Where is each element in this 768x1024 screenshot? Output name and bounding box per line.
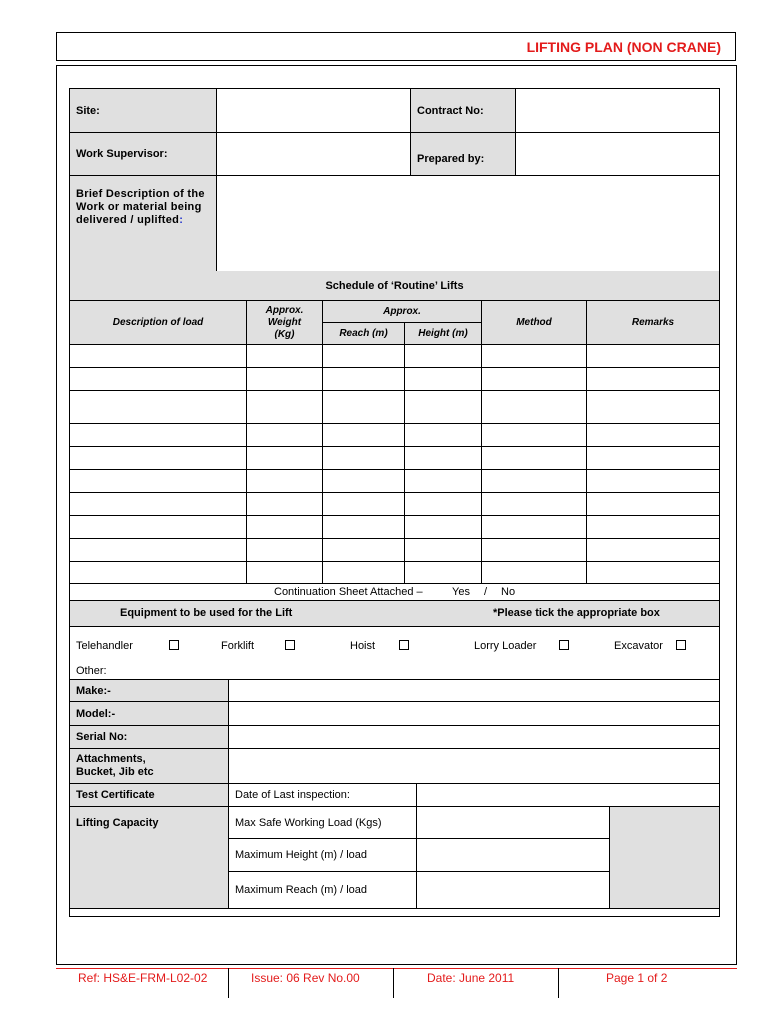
footer-issue: Issue: 06 Rev No.00: [251, 971, 360, 985]
schedule-table: [69, 271, 720, 601]
schedule-cell-height[interactable]: [405, 447, 482, 470]
col-method: Method: [482, 301, 587, 345]
schedule-cell-method[interactable]: [482, 516, 587, 539]
schedule-cell-reach[interactable]: [323, 539, 405, 562]
max-reach-label: Maximum Reach (m) / load: [229, 872, 417, 909]
lifting-capacity-label: Lifting Capacity: [70, 807, 229, 909]
continuation-no[interactable]: No: [501, 586, 516, 598]
forklift-checkbox[interactable]: [285, 640, 295, 650]
make-label: Make:-: [70, 680, 229, 702]
schedule-cell-weight[interactable]: [247, 368, 323, 391]
schedule-cell-reach[interactable]: [323, 470, 405, 493]
footer-page: Page 1 of 2: [606, 971, 668, 985]
equipment-title: Equipment to be used for the Lift: [120, 607, 293, 619]
schedule-cell-reach[interactable]: [323, 368, 405, 391]
schedule-cell-weight[interactable]: [247, 516, 323, 539]
schedule-cell-method[interactable]: [482, 539, 587, 562]
schedule-cell-method[interactable]: [482, 391, 587, 424]
equipment-header-cell: [70, 601, 720, 627]
max-reach-field[interactable]: [417, 872, 610, 909]
schedule-cell-weight[interactable]: [247, 345, 323, 368]
schedule-cell-height[interactable]: [405, 539, 482, 562]
schedule-cell-remarks[interactable]: [587, 562, 720, 584]
excavator-checkbox[interactable]: [676, 640, 686, 650]
schedule-cell-remarks[interactable]: [587, 391, 720, 424]
schedule-cell-description[interactable]: [70, 493, 247, 516]
schedule-cell-description[interactable]: [70, 539, 247, 562]
footer-ref: Ref: HS&E-FRM-L02-02: [78, 971, 208, 985]
test-cert-label: Test Certificate: [70, 784, 229, 807]
capacity-side-cell: [610, 807, 720, 909]
serial-field[interactable]: [229, 726, 720, 749]
schedule-cell-description[interactable]: [70, 345, 247, 368]
attachments-label: Attachments, Bucket, Jib etc: [70, 749, 229, 784]
schedule-cell-description[interactable]: [70, 447, 247, 470]
schedule-cell-height[interactable]: [405, 368, 482, 391]
equipment-table-bottom: [69, 909, 720, 917]
schedule-cell-method[interactable]: [482, 470, 587, 493]
schedule-cell-reach[interactable]: [323, 345, 405, 368]
header-box: [56, 32, 736, 61]
serial-label: Serial No:: [70, 726, 229, 749]
site-label: Site:: [70, 89, 217, 133]
prepared-label: Prepared by:: [411, 133, 516, 176]
model-label: Model:-: [70, 702, 229, 726]
supervisor-label: Work Supervisor:: [70, 133, 217, 176]
schedule-cell-height[interactable]: [405, 391, 482, 424]
footer-date: Date: June 2011: [427, 971, 515, 985]
schedule-cell-method[interactable]: [482, 493, 587, 516]
schedule-cell-remarks[interactable]: [587, 516, 720, 539]
equipment-details-table: [69, 679, 720, 909]
footer-divider-3: [558, 968, 559, 998]
other-label: Other:: [76, 665, 107, 677]
col-weight: Approx. Weight (Kg): [247, 301, 323, 345]
schedule-cell-weight[interactable]: [247, 470, 323, 493]
option-excavator-label: Excavator: [614, 640, 663, 652]
col-remarks: Remarks: [587, 301, 720, 345]
col-reach: Reach (m): [323, 323, 405, 345]
schedule-cell-height[interactable]: [405, 345, 482, 368]
schedule-cell-reach[interactable]: [323, 493, 405, 516]
schedule-cell-remarks[interactable]: [587, 493, 720, 516]
make-field[interactable]: [229, 680, 720, 702]
schedule-cell-method[interactable]: [482, 345, 587, 368]
schedule-cell-method[interactable]: [482, 447, 587, 470]
continuation-slash: /: [484, 586, 488, 598]
schedule-cell-remarks[interactable]: [587, 424, 720, 447]
schedule-cell-height[interactable]: [405, 562, 482, 584]
equipment-header: [69, 601, 720, 627]
schedule-cell-reach[interactable]: [323, 447, 405, 470]
schedule-cell-remarks[interactable]: [587, 470, 720, 493]
footer-top-line: [56, 968, 737, 969]
schedule-cell-description[interactable]: [70, 516, 247, 539]
model-field[interactable]: [229, 702, 720, 726]
schedule-cell-reach[interactable]: [323, 424, 405, 447]
hoist-checkbox[interactable]: [399, 640, 409, 650]
continuation-yes[interactable]: Yes: [452, 586, 470, 598]
equipment-note: *Please tick the appropriate box: [493, 607, 660, 619]
option-forklift-label: Forklift: [221, 640, 254, 652]
footer: [56, 968, 737, 998]
col-height: Height (m): [405, 323, 482, 345]
continuation-label: Continuation Sheet Attached –: [274, 586, 423, 598]
schedule-cell-description[interactable]: [70, 368, 247, 391]
attachments-field[interactable]: [229, 749, 720, 784]
site-field[interactable]: [217, 89, 411, 133]
schedule-cell-description[interactable]: [70, 424, 247, 447]
max-height-label: Maximum Height (m) / load: [229, 839, 417, 872]
schedule-cell-remarks[interactable]: [587, 368, 720, 391]
max-height-field[interactable]: [417, 839, 610, 872]
supervisor-field[interactable]: [217, 133, 411, 176]
schedule-cell-reach[interactable]: [323, 391, 405, 424]
schedule-cell-height[interactable]: [405, 493, 482, 516]
schedule-cell-weight[interactable]: [247, 562, 323, 584]
schedule-cell-remarks[interactable]: [587, 345, 720, 368]
schedule-cell-weight[interactable]: [247, 539, 323, 562]
schedule-cell-height[interactable]: [405, 516, 482, 539]
schedule-cell-weight[interactable]: [247, 424, 323, 447]
schedule-cell-height[interactable]: [405, 470, 482, 493]
schedule-cell-remarks[interactable]: [587, 539, 720, 562]
prepared-field[interactable]: [516, 133, 720, 176]
last-inspection-label: Date of Last inspection:: [229, 784, 417, 807]
description-label-cell: [70, 176, 217, 272]
contract-label: Contract No:: [411, 89, 516, 133]
swl-label: Max Safe Working Load (Kgs): [229, 807, 417, 839]
schedule-cell-remarks[interactable]: [587, 447, 720, 470]
description-field[interactable]: [217, 176, 720, 272]
schedule-cell-weight[interactable]: [247, 493, 323, 516]
option-hoist-label: Hoist: [350, 640, 376, 652]
schedule-cell-weight[interactable]: [247, 447, 323, 470]
lorry-loader-checkbox[interactable]: [559, 640, 569, 650]
schedule-cell-description[interactable]: [70, 470, 247, 493]
description-label: Brief Description of the Work or material being delivered / uplifted: [76, 188, 205, 226]
schedule-cell-description[interactable]: [70, 391, 247, 424]
schedule-cell-description[interactable]: [70, 562, 247, 584]
footer-divider-2: [393, 968, 394, 998]
description-colon: :: [179, 214, 184, 226]
continuation-row: [70, 584, 720, 601]
option-lorry-loader-label: Lorry Loader: [474, 640, 537, 652]
equipment-options: [69, 627, 720, 679]
contract-field[interactable]: [516, 89, 720, 133]
schedule-cell-method[interactable]: [482, 368, 587, 391]
schedule-cell-method[interactable]: [482, 424, 587, 447]
col-description: Description of load: [70, 301, 247, 345]
footer-divider-1: [228, 968, 229, 998]
col-approx: Approx.: [323, 301, 482, 323]
last-inspection-field[interactable]: [417, 784, 720, 807]
schedule-cell-height[interactable]: [405, 424, 482, 447]
swl-field[interactable]: [417, 807, 610, 839]
option-telehandler-label: Telehandler: [76, 640, 133, 652]
schedule-cell-reach[interactable]: [323, 562, 405, 584]
page-title: LIFTING PLAN (NON CRANE): [526, 39, 721, 55]
telehandler-checkbox[interactable]: [169, 640, 179, 650]
schedule-cell-weight[interactable]: [247, 391, 323, 424]
schedule-cell-reach[interactable]: [323, 516, 405, 539]
schedule-title: Schedule of ‘Routine’ Lifts: [70, 271, 720, 301]
details-table: [69, 88, 720, 271]
schedule-cell-method[interactable]: [482, 562, 587, 584]
